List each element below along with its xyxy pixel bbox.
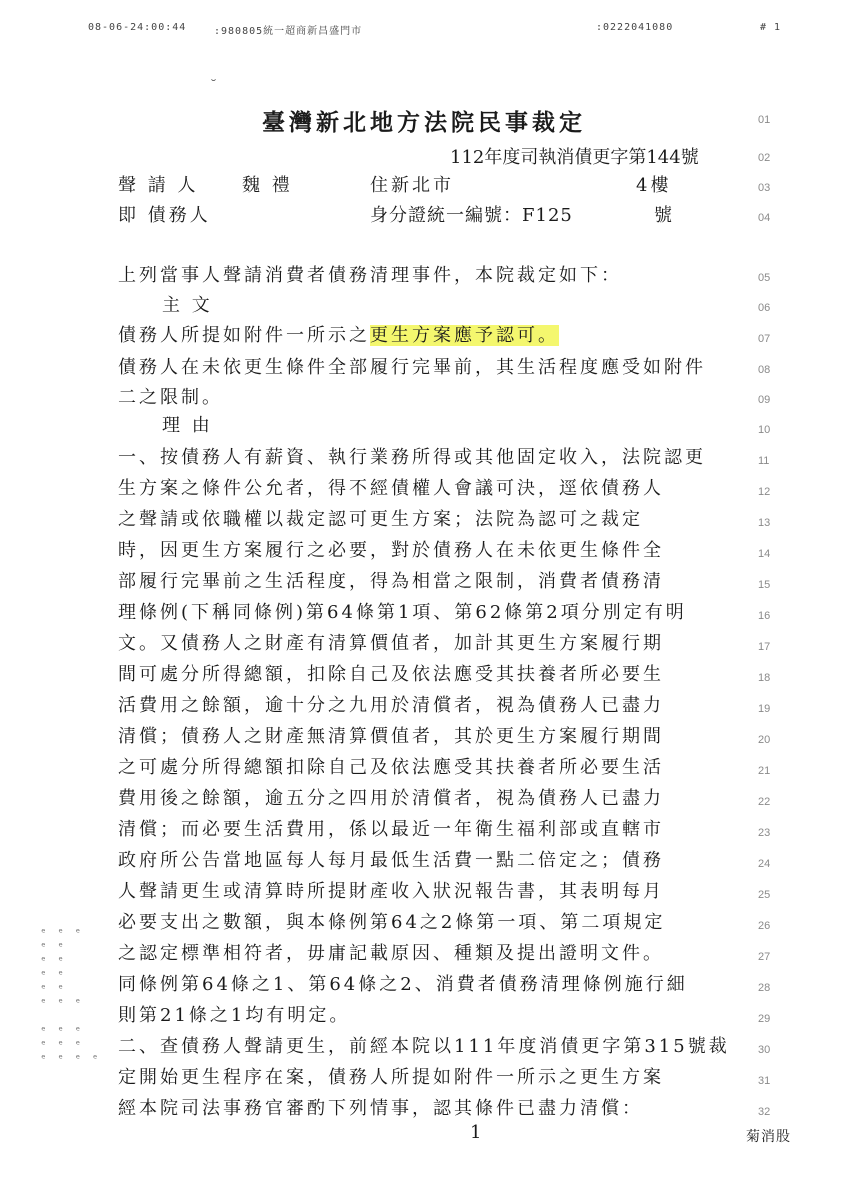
- line-number: 19: [758, 703, 771, 715]
- division-label: 菊消股: [746, 1129, 791, 1145]
- debtor-id: 身分證統一編號：F125: [370, 205, 573, 226]
- petitioner-role: 聲 請 人: [118, 175, 199, 196]
- petitioner-address-tail: 4樓: [636, 175, 672, 196]
- reason-line: 一、按債務人有薪資、執行業務所得或其他固定收入，法院認更: [118, 447, 706, 468]
- line-number: 11: [758, 455, 770, 467]
- reason-line: 之認定標準相符者，毋庸記載原因、種類及提出證明文件。: [118, 943, 664, 964]
- main-item-1-text: 債務人所提如附件一所示之: [118, 325, 370, 346]
- reason-line: 則第21條之1均有明定。: [118, 1005, 351, 1026]
- main-item-2: 債務人在未依更生條件全部履行完畢前，其生活程度應受如附件: [118, 357, 706, 378]
- reason-line: 政府所公告當地區每人每月最低生活費一點二倍定之；債務: [118, 850, 664, 871]
- main-heading: 主 文: [162, 295, 213, 316]
- binding-holes-mark: ᵉ ᵉ ᵉ ᵉ ᵉ ᵉ ᵉ ᵉ ᵉ ᵉ: [40, 1024, 101, 1065]
- line-number: 12: [758, 486, 771, 498]
- reason-line: 時，因更生方案履行之必要，對於債務人在未依更生條件全: [118, 540, 664, 561]
- reason-line: 同條例第64條之1、第64條之2、消費者債務清理條例施行細: [118, 974, 688, 995]
- petitioner-address: 住新北市: [370, 175, 454, 196]
- line-number: 14: [758, 548, 771, 560]
- line-number: 02: [758, 152, 771, 164]
- line-number: 15: [758, 579, 771, 591]
- line-number: 31: [758, 1075, 771, 1087]
- main-item-3: 二之限制。: [118, 387, 223, 408]
- reason-line: 之聲請或依職權以裁定認可更生方案；法院為認可之裁定: [118, 509, 643, 530]
- main-item-1: [118, 324, 559, 348]
- main-item-1-highlight: 更生方案應予認可。: [370, 325, 559, 346]
- line-number: 13: [758, 517, 771, 529]
- reason-line: 費用後之餘額，逾五分之四用於清償者，視為債務人已盡力: [118, 788, 664, 809]
- line-number: 09: [758, 394, 771, 406]
- line-number: 08: [758, 364, 771, 376]
- reason-line: 文。又債務人之財產有清算價值者，加計其更生方案履行期: [118, 633, 664, 654]
- reason-line: 部履行完畢前之生活程度，得為相當之限制，消費者債務清: [118, 571, 664, 592]
- line-number: 22: [758, 796, 771, 808]
- page-number: 1: [470, 1122, 482, 1143]
- line-number: 25: [758, 889, 771, 901]
- fax-page: # 1: [760, 22, 782, 33]
- line-number: 23: [758, 827, 771, 839]
- line-number: 06: [758, 302, 771, 314]
- reason-line: 必要支出之數額，與本條例第64之2條第一項、第二項規定: [118, 912, 666, 933]
- line-number: 21: [758, 765, 771, 777]
- line-number: 28: [758, 982, 771, 994]
- line-number: 26: [758, 920, 771, 932]
- line-number: 04: [758, 212, 771, 224]
- document-title: 臺灣新北地方法院民事裁定: [262, 109, 586, 136]
- line-number: 32: [758, 1106, 771, 1118]
- reason-line: 生方案之條件公允者，得不經債權人會議可決，逕依債務人: [118, 478, 664, 499]
- line-number: 05: [758, 272, 771, 284]
- reason-line: 二、查債務人聲請更生，前經本院以111年度消債更字第315號裁: [118, 1036, 730, 1057]
- reason-line: 人聲請更生或清算時所提財產收入狀況報告書，其表明每月: [118, 881, 664, 902]
- case-number: 112年度司執消債更字第144號: [450, 147, 699, 168]
- intro-line: 上列當事人聲請消費者債務清理事件，本院裁定如下：: [118, 265, 622, 286]
- line-number: 24: [758, 858, 771, 870]
- fax-phone: :0222041080: [596, 22, 674, 33]
- reason-line: 清償；而必要生活費用，係以最近一年衛生福利部或直轄市: [118, 819, 664, 840]
- reason-line: 經本院司法事務官審酌下列情事，認其條件已盡力清償：: [118, 1098, 643, 1119]
- line-number: 30: [758, 1044, 771, 1056]
- debtor-id-tail: 號: [654, 205, 675, 226]
- fax-datetime: 08-06-24:00:44: [88, 22, 187, 33]
- scan-mark: ˘: [210, 78, 217, 94]
- reason-line: 定開始更生程序在案，債務人所提如附件一所示之更生方案: [118, 1067, 664, 1088]
- reason-line: 之可處分所得總額扣除自己及依法應受其扶養者所必要生活: [118, 757, 664, 778]
- line-number: 10: [758, 424, 771, 436]
- line-number: 07: [758, 333, 771, 345]
- line-number: 29: [758, 1013, 771, 1025]
- binding-holes-mark: ᵉ ᵉ ᵉ ᵉ ᵉ ᵉ ᵉ ᵉ ᵉ ᵉ ᵉ ᵉ ᵉ ᵉ: [40, 926, 84, 1009]
- debtor-role: 即 債務人: [118, 205, 211, 226]
- petitioner-name: 魏 禮: [242, 175, 293, 196]
- reason-line: 間可處分所得總額，扣除自己及依法應受其扶養者所必要生: [118, 664, 664, 685]
- line-number: 03: [758, 182, 771, 194]
- line-number: 16: [758, 610, 771, 622]
- line-number: 27: [758, 951, 771, 963]
- fax-sender: :980805統一超商新昌盛門市: [214, 26, 363, 37]
- line-number: 17: [758, 641, 771, 653]
- line-number: 18: [758, 672, 771, 684]
- reason-line: 活費用之餘額，逾十分之九用於清償者，視為債務人已盡力: [118, 695, 664, 716]
- line-number: 20: [758, 734, 771, 746]
- reason-heading: 理 由: [162, 415, 213, 436]
- reason-line: 清償；債務人之財產無清算價值者，其於更生方案履行期間: [118, 726, 664, 747]
- reason-line: 理條例(下稱同條例)第64條第1項、第62條第2項分別定有明: [118, 602, 687, 623]
- line-number: 01: [758, 114, 771, 126]
